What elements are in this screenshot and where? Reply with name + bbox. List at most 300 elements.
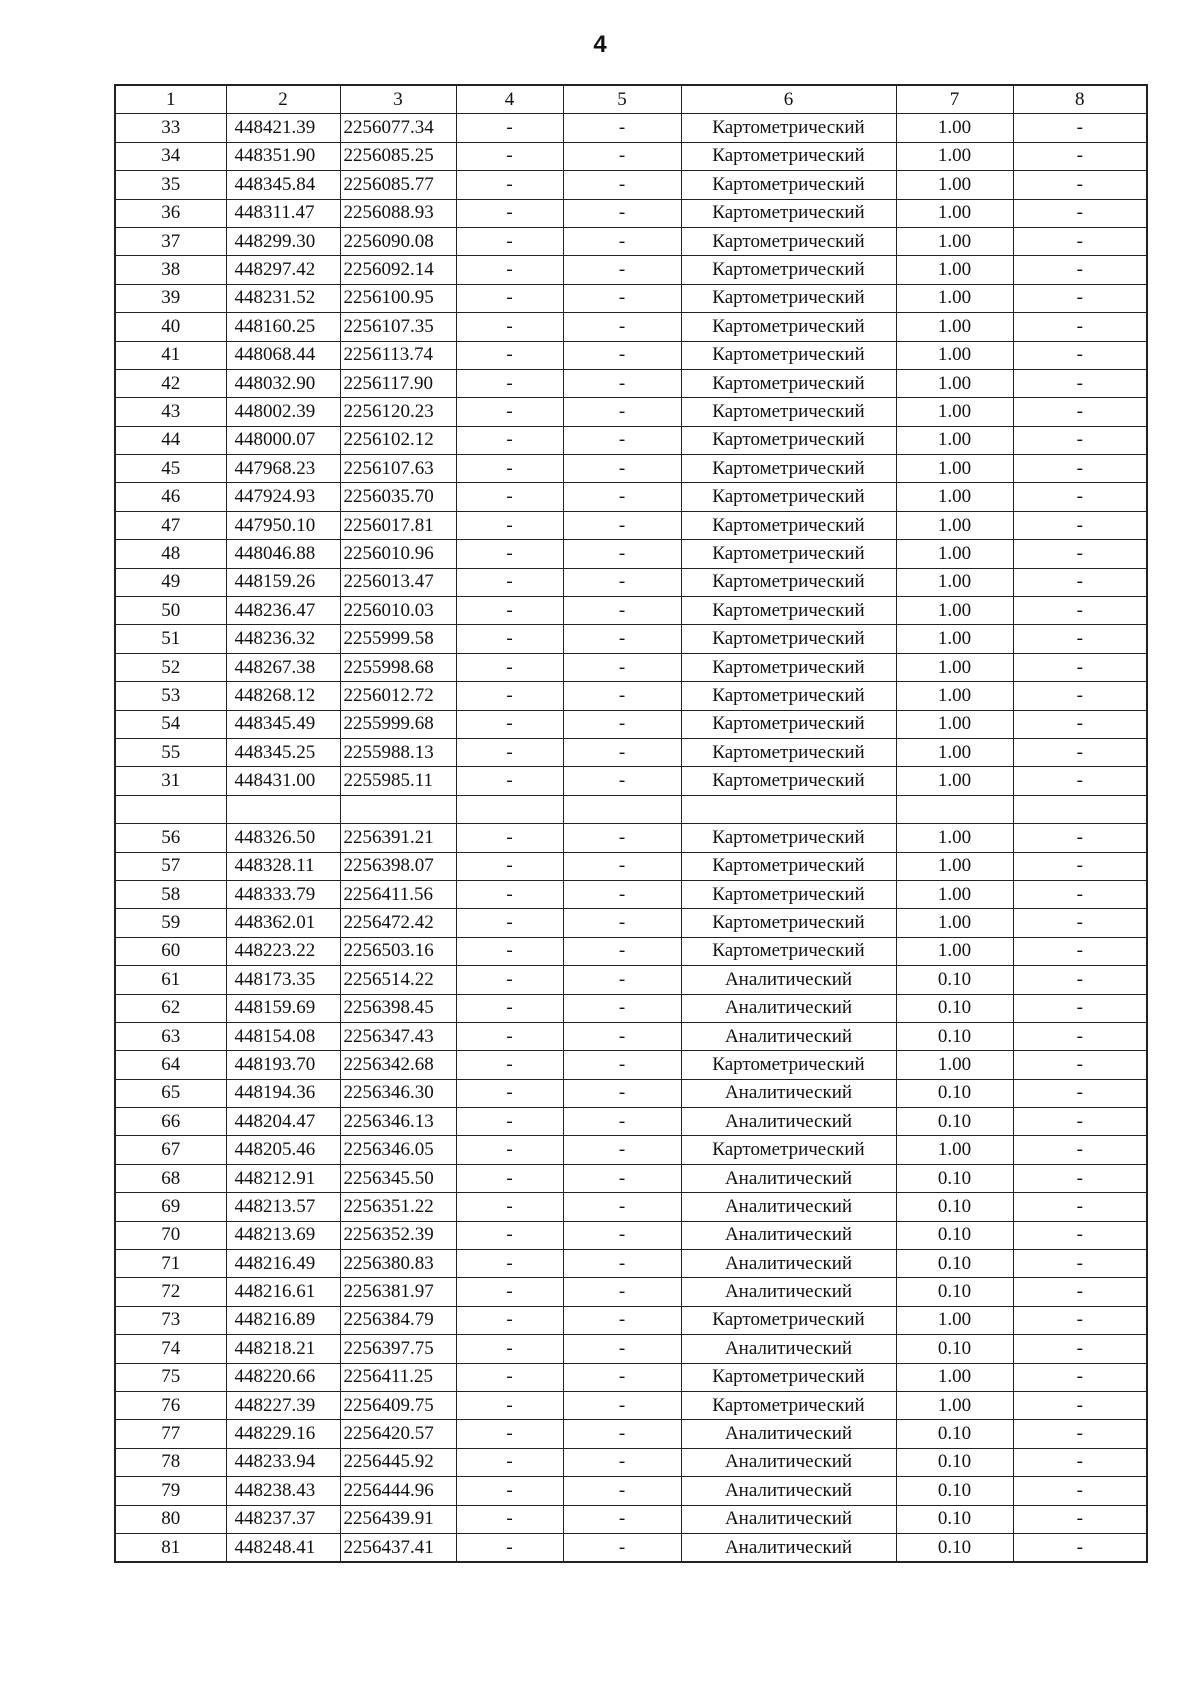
method-cell: Картометрический <box>681 455 896 483</box>
x-coordinate-cell: 448299.30 <box>226 227 340 255</box>
point-number-cell: 80 <box>115 1505 226 1533</box>
method-cell: Аналитический <box>681 966 896 994</box>
col8-cell: - <box>1013 1420 1147 1448</box>
x-coordinate-cell: 448227.39 <box>226 1391 340 1419</box>
col4-cell: - <box>456 313 563 341</box>
accuracy-cell: 1.00 <box>896 511 1013 539</box>
table-row <box>115 483 1147 511</box>
point-number-cell: 64 <box>115 1051 226 1079</box>
col4-cell: - <box>456 852 563 880</box>
x-coordinate-cell: 448326.50 <box>226 824 340 852</box>
col4-cell: - <box>456 1051 563 1079</box>
point-number-cell: 65 <box>115 1079 226 1107</box>
col5-cell: - <box>563 994 681 1022</box>
method-cell: Картометрический <box>681 1136 896 1164</box>
method-cell: Аналитический <box>681 1448 896 1476</box>
col8-cell: - <box>1013 313 1147 341</box>
col8-cell: - <box>1013 426 1147 454</box>
x-coordinate-cell: 448205.46 <box>226 1136 340 1164</box>
x-coordinate-cell: 448213.57 <box>226 1193 340 1221</box>
method-cell: Картометрический <box>681 909 896 937</box>
col8-cell: - <box>1013 1079 1147 1107</box>
accuracy-cell: 1.00 <box>896 227 1013 255</box>
accuracy-cell: 1.00 <box>896 909 1013 937</box>
point-number-cell: 53 <box>115 682 226 710</box>
accuracy-cell: 1.00 <box>896 682 1013 710</box>
col5-cell: - <box>563 568 681 596</box>
method-cell: Аналитический <box>681 1335 896 1363</box>
col8-cell <box>1013 795 1147 823</box>
x-coordinate-cell: 448159.26 <box>226 568 340 596</box>
x-coordinate-cell: 448345.49 <box>226 710 340 738</box>
col5-cell: - <box>563 284 681 312</box>
accuracy-cell: 1.00 <box>896 1306 1013 1334</box>
col5-cell: - <box>563 313 681 341</box>
table-row <box>115 653 1147 681</box>
method-cell: Картометрический <box>681 341 896 369</box>
table-row <box>115 227 1147 255</box>
x-coordinate-cell: 448311.47 <box>226 199 340 227</box>
col5-cell: - <box>563 511 681 539</box>
point-number-cell: 41 <box>115 341 226 369</box>
table-row <box>115 142 1147 170</box>
point-number-cell: 68 <box>115 1164 226 1192</box>
col4-cell: - <box>456 483 563 511</box>
col4-cell: - <box>456 1505 563 1533</box>
table-row <box>115 1335 1147 1363</box>
accuracy-cell: 0.10 <box>896 966 1013 994</box>
table-row <box>115 568 1147 596</box>
col4-cell: - <box>456 909 563 937</box>
method-cell: Картометрический <box>681 597 896 625</box>
accuracy-cell: 1.00 <box>896 568 1013 596</box>
y-coordinate-cell: 2256013.47 <box>340 568 456 596</box>
accuracy-cell: 1.00 <box>896 1391 1013 1419</box>
point-number-cell: 37 <box>115 227 226 255</box>
accuracy-cell: 1.00 <box>896 369 1013 397</box>
accuracy-cell: 1.00 <box>896 738 1013 766</box>
y-coordinate-cell: 2256117.90 <box>340 369 456 397</box>
y-coordinate-cell: 2256411.56 <box>340 880 456 908</box>
col4-cell: - <box>456 1391 563 1419</box>
point-number-cell: 45 <box>115 455 226 483</box>
col8-cell: - <box>1013 1335 1147 1363</box>
x-coordinate-cell: 448223.22 <box>226 937 340 965</box>
col8-cell: - <box>1013 653 1147 681</box>
table-row <box>115 682 1147 710</box>
col5-cell: - <box>563 824 681 852</box>
col8-cell: - <box>1013 597 1147 625</box>
x-coordinate-cell: 448068.44 <box>226 341 340 369</box>
accuracy-cell: 1.00 <box>896 937 1013 965</box>
point-number-cell: 76 <box>115 1391 226 1419</box>
col8-cell: - <box>1013 1363 1147 1391</box>
col8-cell: - <box>1013 994 1147 1022</box>
col8-cell: - <box>1013 767 1147 795</box>
x-coordinate-cell: 448002.39 <box>226 398 340 426</box>
page-number: 4 <box>593 31 607 58</box>
y-coordinate-cell: 2256472.42 <box>340 909 456 937</box>
col4-cell: - <box>456 568 563 596</box>
col8-cell: - <box>1013 1278 1147 1306</box>
accuracy-cell: 0.10 <box>896 1335 1013 1363</box>
table-row <box>115 937 1147 965</box>
y-coordinate-cell: 2256090.08 <box>340 227 456 255</box>
col5-cell: - <box>563 880 681 908</box>
accuracy-cell: 1.00 <box>896 284 1013 312</box>
x-coordinate-cell: 448345.84 <box>226 171 340 199</box>
x-coordinate-cell: 447924.93 <box>226 483 340 511</box>
col8-cell: - <box>1013 824 1147 852</box>
col5-cell: - <box>563 1278 681 1306</box>
accuracy-cell: 0.10 <box>896 1505 1013 1533</box>
point-number-cell: 75 <box>115 1363 226 1391</box>
col8-cell: - <box>1013 852 1147 880</box>
y-coordinate-cell: 2256445.92 <box>340 1448 456 1476</box>
col5-cell: - <box>563 1533 681 1562</box>
x-coordinate-cell: 448032.90 <box>226 369 340 397</box>
y-coordinate-cell: 2256514.22 <box>340 966 456 994</box>
point-number-cell: 55 <box>115 738 226 766</box>
col4-cell: - <box>456 1108 563 1136</box>
y-coordinate-cell: 2256411.25 <box>340 1363 456 1391</box>
col8-cell: - <box>1013 455 1147 483</box>
method-cell: Картометрический <box>681 682 896 710</box>
accuracy-cell: 1.00 <box>896 455 1013 483</box>
point-number-cell <box>115 795 226 823</box>
col5-cell: - <box>563 937 681 965</box>
col8-cell: - <box>1013 625 1147 653</box>
accuracy-cell: 1.00 <box>896 171 1013 199</box>
table-row <box>115 398 1147 426</box>
col4-cell: - <box>456 597 563 625</box>
table-row <box>115 767 1147 795</box>
x-coordinate-cell: 447968.23 <box>226 455 340 483</box>
method-cell: Картометрический <box>681 1391 896 1419</box>
x-coordinate-cell: 448236.47 <box>226 597 340 625</box>
point-number-cell: 59 <box>115 909 226 937</box>
col4-cell: - <box>456 1448 563 1476</box>
col4-cell: - <box>456 1136 563 1164</box>
col8-cell: - <box>1013 142 1147 170</box>
point-number-cell: 47 <box>115 511 226 539</box>
table-row <box>115 795 1147 823</box>
point-number-cell: 66 <box>115 1108 226 1136</box>
method-cell: Аналитический <box>681 1477 896 1505</box>
accuracy-cell: 0.10 <box>896 1278 1013 1306</box>
table-row <box>115 1505 1147 1533</box>
col4-cell: - <box>456 1193 563 1221</box>
x-coordinate-cell: 448237.37 <box>226 1505 340 1533</box>
table-row <box>115 1193 1147 1221</box>
col4-cell: - <box>456 1221 563 1249</box>
accuracy-cell: 0.10 <box>896 1533 1013 1562</box>
col4-cell: - <box>456 1164 563 1192</box>
table-row <box>115 1108 1147 1136</box>
col4-cell: - <box>456 653 563 681</box>
method-cell: Аналитический <box>681 1420 896 1448</box>
col5-cell: - <box>563 767 681 795</box>
col8-cell: - <box>1013 880 1147 908</box>
col8-cell: - <box>1013 341 1147 369</box>
col4-cell: - <box>456 256 563 284</box>
x-coordinate-cell: 448248.41 <box>226 1533 340 1562</box>
y-coordinate-cell: 2256100.95 <box>340 284 456 312</box>
col8-cell: - <box>1013 540 1147 568</box>
point-number-cell: 60 <box>115 937 226 965</box>
x-coordinate-cell: 448345.25 <box>226 738 340 766</box>
method-cell: Картометрический <box>681 256 896 284</box>
col5-cell: - <box>563 1022 681 1050</box>
accuracy-cell: 1.00 <box>896 313 1013 341</box>
table-row <box>115 1391 1147 1419</box>
col5-cell: - <box>563 653 681 681</box>
accuracy-cell: 0.10 <box>896 1448 1013 1476</box>
y-coordinate-cell: 2256107.35 <box>340 313 456 341</box>
col8-cell: - <box>1013 568 1147 596</box>
accuracy-cell: 1.00 <box>896 540 1013 568</box>
y-coordinate-cell: 2256120.23 <box>340 398 456 426</box>
col5-cell: - <box>563 1505 681 1533</box>
point-number-cell: 44 <box>115 426 226 454</box>
y-coordinate-cell: 2256409.75 <box>340 1391 456 1419</box>
accuracy-cell: 0.10 <box>896 1420 1013 1448</box>
col8-cell: - <box>1013 483 1147 511</box>
method-cell: Картометрический <box>681 568 896 596</box>
col8-cell: - <box>1013 171 1147 199</box>
column-header: 8 <box>1013 85 1147 114</box>
col5-cell: - <box>563 682 681 710</box>
table-row <box>115 1164 1147 1192</box>
x-coordinate-cell: 448154.08 <box>226 1022 340 1050</box>
col5-cell: - <box>563 1477 681 1505</box>
col4-cell: - <box>456 966 563 994</box>
x-coordinate-cell <box>226 795 340 823</box>
col5-cell: - <box>563 1079 681 1107</box>
col8-cell: - <box>1013 199 1147 227</box>
table-row <box>115 114 1147 142</box>
x-coordinate-cell: 448220.66 <box>226 1363 340 1391</box>
accuracy-cell: 0.10 <box>896 1022 1013 1050</box>
table-row <box>115 1448 1147 1476</box>
table-row <box>115 966 1147 994</box>
col4-cell: - <box>456 199 563 227</box>
col4-cell: - <box>456 284 563 312</box>
y-coordinate-cell: 2256346.13 <box>340 1108 456 1136</box>
y-coordinate-cell: 2256077.34 <box>340 114 456 142</box>
point-number-cell: 34 <box>115 142 226 170</box>
y-coordinate-cell: 2256085.77 <box>340 171 456 199</box>
method-cell: Картометрический <box>681 625 896 653</box>
y-coordinate-cell: 2256444.96 <box>340 1477 456 1505</box>
table-row <box>115 284 1147 312</box>
table-row <box>115 256 1147 284</box>
col4-cell: - <box>456 625 563 653</box>
col5-cell: - <box>563 710 681 738</box>
method-cell: Картометрический <box>681 1051 896 1079</box>
col5-cell: - <box>563 1448 681 1476</box>
point-number-cell: 38 <box>115 256 226 284</box>
col8-cell: - <box>1013 1533 1147 1562</box>
point-number-cell: 73 <box>115 1306 226 1334</box>
column-header: 1 <box>115 85 226 114</box>
col5-cell: - <box>563 1391 681 1419</box>
col4-cell: - <box>456 880 563 908</box>
table-row <box>115 1051 1147 1079</box>
method-cell: Картометрический <box>681 114 896 142</box>
col5-cell: - <box>563 1250 681 1278</box>
x-coordinate-cell: 448268.12 <box>226 682 340 710</box>
point-number-cell: 31 <box>115 767 226 795</box>
method-cell: Картометрический <box>681 313 896 341</box>
table-row <box>115 880 1147 908</box>
x-coordinate-cell: 448194.36 <box>226 1079 340 1107</box>
point-number-cell: 48 <box>115 540 226 568</box>
y-coordinate-cell: 2256085.25 <box>340 142 456 170</box>
col5-cell: - <box>563 966 681 994</box>
y-coordinate-cell: 2256113.74 <box>340 341 456 369</box>
method-cell: Картометрический <box>681 227 896 255</box>
col4-cell: - <box>456 1420 563 1448</box>
col8-cell: - <box>1013 1136 1147 1164</box>
column-header: 4 <box>456 85 563 114</box>
table-row <box>115 909 1147 937</box>
method-cell: Аналитический <box>681 1022 896 1050</box>
col8-cell: - <box>1013 511 1147 539</box>
table-row <box>115 994 1147 1022</box>
method-cell: Картометрический <box>681 284 896 312</box>
accuracy-cell: 1.00 <box>896 710 1013 738</box>
accuracy-cell: 1.00 <box>896 341 1013 369</box>
x-coordinate-cell: 448193.70 <box>226 1051 340 1079</box>
point-number-cell: 81 <box>115 1533 226 1562</box>
col4-cell: - <box>456 455 563 483</box>
table-row <box>115 1306 1147 1334</box>
x-coordinate-cell: 448160.25 <box>226 313 340 341</box>
coordinates-table <box>114 84 1148 1563</box>
accuracy-cell: 1.00 <box>896 597 1013 625</box>
x-coordinate-cell: 448328.11 <box>226 852 340 880</box>
accuracy-cell: 1.00 <box>896 1051 1013 1079</box>
y-coordinate-cell: 2256346.05 <box>340 1136 456 1164</box>
point-number-cell: 61 <box>115 966 226 994</box>
col4-cell <box>456 795 563 823</box>
method-cell: Аналитический <box>681 1250 896 1278</box>
point-number-cell: 69 <box>115 1193 226 1221</box>
x-coordinate-cell: 448231.52 <box>226 284 340 312</box>
col8-cell: - <box>1013 284 1147 312</box>
point-number-cell: 52 <box>115 653 226 681</box>
y-coordinate-cell: 2256347.43 <box>340 1022 456 1050</box>
col4-cell: - <box>456 1079 563 1107</box>
point-number-cell: 33 <box>115 114 226 142</box>
accuracy-cell: 1.00 <box>896 426 1013 454</box>
col8-cell: - <box>1013 1193 1147 1221</box>
point-number-cell: 77 <box>115 1420 226 1448</box>
method-cell: Картометрический <box>681 1363 896 1391</box>
col4-cell: - <box>456 1363 563 1391</box>
table-row <box>115 313 1147 341</box>
col4-cell: - <box>456 1278 563 1306</box>
accuracy-cell: 1.00 <box>896 880 1013 908</box>
col5-cell: - <box>563 199 681 227</box>
accuracy-cell: 0.10 <box>896 994 1013 1022</box>
x-coordinate-cell: 448362.01 <box>226 909 340 937</box>
col4-cell: - <box>456 738 563 766</box>
y-coordinate-cell: 2256381.97 <box>340 1278 456 1306</box>
col8-cell: - <box>1013 710 1147 738</box>
column-header: 2 <box>226 85 340 114</box>
accuracy-cell: 1.00 <box>896 625 1013 653</box>
point-number-cell: 57 <box>115 852 226 880</box>
x-coordinate-cell: 448238.43 <box>226 1477 340 1505</box>
method-cell: Картометрический <box>681 171 896 199</box>
col5-cell: - <box>563 256 681 284</box>
table-body <box>115 114 1147 1562</box>
col4-cell: - <box>456 540 563 568</box>
table-row <box>115 738 1147 766</box>
x-coordinate-cell: 448204.47 <box>226 1108 340 1136</box>
point-number-cell: 58 <box>115 880 226 908</box>
x-coordinate-cell: 448333.79 <box>226 880 340 908</box>
col5-cell: - <box>563 1221 681 1249</box>
x-coordinate-cell: 448229.16 <box>226 1420 340 1448</box>
y-coordinate-cell: 2256439.91 <box>340 1505 456 1533</box>
header-row <box>115 85 1147 114</box>
method-cell: Картометрический <box>681 540 896 568</box>
y-coordinate-cell: 2256107.63 <box>340 455 456 483</box>
table-row <box>115 625 1147 653</box>
point-number-cell: 50 <box>115 597 226 625</box>
col8-cell: - <box>1013 1164 1147 1192</box>
accuracy-cell: 1.00 <box>896 142 1013 170</box>
x-coordinate-cell: 448351.90 <box>226 142 340 170</box>
col8-cell: - <box>1013 738 1147 766</box>
col4-cell: - <box>456 682 563 710</box>
accuracy-cell: 1.00 <box>896 824 1013 852</box>
method-cell: Картометрический <box>681 738 896 766</box>
accuracy-cell: 0.10 <box>896 1250 1013 1278</box>
method-cell: Аналитический <box>681 994 896 1022</box>
col4-cell: - <box>456 1335 563 1363</box>
point-number-cell: 35 <box>115 171 226 199</box>
col4-cell: - <box>456 171 563 199</box>
x-coordinate-cell: 448213.69 <box>226 1221 340 1249</box>
col4-cell: - <box>456 511 563 539</box>
col5-cell: - <box>563 114 681 142</box>
col4-cell: - <box>456 341 563 369</box>
y-coordinate-cell: 2256035.70 <box>340 483 456 511</box>
table-row <box>115 341 1147 369</box>
col8-cell: - <box>1013 1306 1147 1334</box>
col4-cell: - <box>456 937 563 965</box>
method-cell: Аналитический <box>681 1079 896 1107</box>
col5-cell: - <box>563 1306 681 1334</box>
method-cell: Картометрический <box>681 880 896 908</box>
accuracy-cell: 1.00 <box>896 483 1013 511</box>
y-coordinate-cell: 2256391.21 <box>340 824 456 852</box>
point-number-cell: 74 <box>115 1335 226 1363</box>
table-row <box>115 1278 1147 1306</box>
y-coordinate-cell <box>340 795 456 823</box>
col5-cell: - <box>563 1335 681 1363</box>
col5-cell: - <box>563 483 681 511</box>
x-coordinate-cell: 448297.42 <box>226 256 340 284</box>
col5-cell <box>563 795 681 823</box>
method-cell: Картометрический <box>681 767 896 795</box>
y-coordinate-cell: 2256352.39 <box>340 1221 456 1249</box>
col5-cell: - <box>563 1193 681 1221</box>
